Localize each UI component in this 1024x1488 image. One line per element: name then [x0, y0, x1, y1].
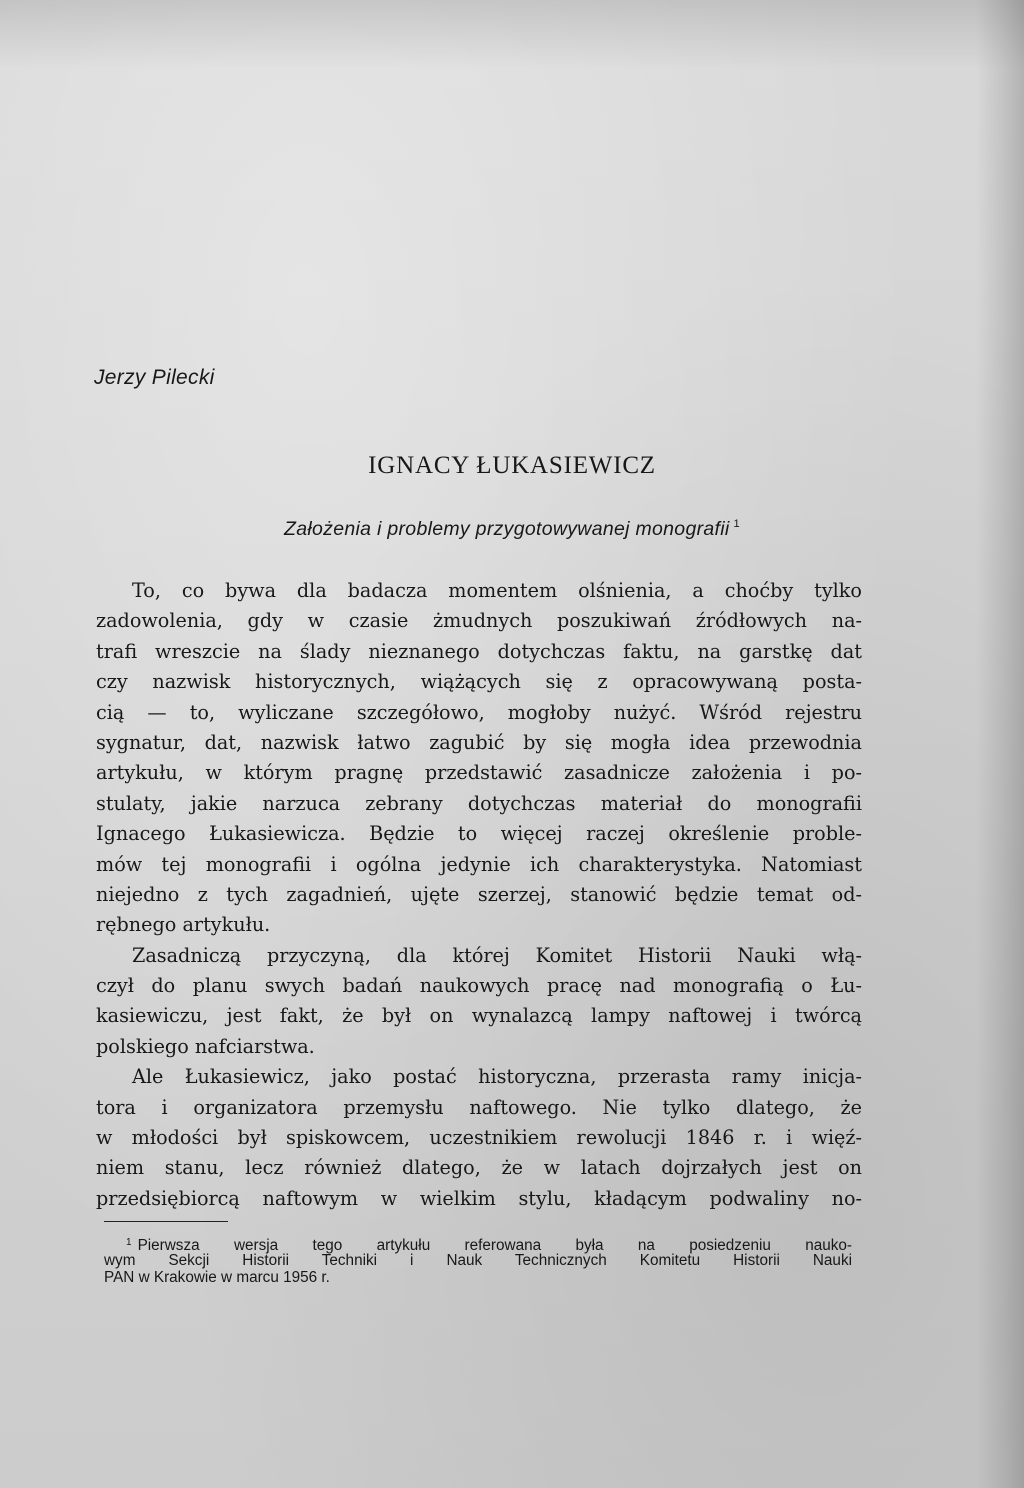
footnote	[104, 1234, 852, 1287]
text-line: Ignacego Łukasiewicza. Będzie to więcej raczej określenie proble-	[96, 822, 862, 846]
scan-shadow-right	[976, 0, 1024, 1488]
subtitle-text: Założenia i problemy przygotowywanej monografii	[284, 518, 730, 540]
text-line: czył do planu swych badań naukowych pracę nad monografią o Łu-	[96, 974, 862, 998]
footnote-line: wym Sekcji Historii Techniki i Nauk Technicznych Komitetu Historii Nauki	[104, 1251, 852, 1269]
text-line: rębnego artykułu.	[96, 913, 271, 937]
footnote-line: PAN w Krakowie w marcu 1956 r.	[104, 1269, 330, 1286]
article-title: IGNACY ŁUKASIEWICZ	[368, 452, 656, 479]
text-line: niejedno z tych zagadnień, ujęte szerzej, stanowić będzie temat od-	[96, 882, 862, 906]
body-text	[96, 576, 862, 1214]
text-line: mów tej monografii i ogólna jedynie ich charakterystyka. Natomiast	[96, 852, 862, 876]
text-line: kasiewiczu, jest fakt, że był on wynalazcą lampy naftowej i twórcą	[96, 1004, 862, 1028]
text-line: przedsiębiorcą naftowym w wielkim stylu, kładącym podwaliny no-	[96, 1186, 862, 1210]
text-line: sygnatur, dat, nazwisk łatwo zagubić by się mogła idea przewodnia	[96, 730, 862, 754]
text-line: tora i organizatora przemysłu naftowego. Nie tylko dlatego, że	[96, 1095, 862, 1119]
text-line: niem stanu, lecz również dlatego, że w latach dojrzałych jest on	[96, 1156, 862, 1180]
text-line: stulaty, jakie narzuca zebrany dotychczas materiał do monografii	[96, 791, 862, 815]
footnote-line-text: Pierwsza wersja tego artykułu referowana była na posiedzeniu nauko-	[137, 1237, 852, 1254]
text-line: To, co bywa dla badacza momentem olśnienia, a choćby tylko	[132, 579, 862, 602]
text-line: cią — to, wyliczane szczegółowo, mogłoby nużyć. Wśród rejestru	[96, 700, 862, 724]
text-line: zadowolenia, gdy w czasie żmudnych poszukiwań źródłowych na-	[96, 609, 862, 633]
article-subtitle	[0, 518, 1024, 541]
scan-shadow-top	[0, 0, 1024, 70]
text-line: Zasadniczą przyczyną, dla której Komitet Historii Nauki włą-	[132, 943, 862, 967]
text-line: Ale Łukasiewicz, jako postać historyczna, przerasta ramy inicja-	[132, 1065, 862, 1089]
author-name: Jerzy Pilecki	[94, 366, 215, 389]
subtitle-footnote-ref: 1	[733, 518, 740, 530]
footnote-separator	[104, 1221, 228, 1222]
footnote-mark: 1	[126, 1237, 132, 1248]
text-line: polskiego nafciarstwa.	[96, 1034, 315, 1058]
text-line: czy nazwisk historycznych, wiążących się z opracowywaną posta-	[96, 670, 862, 694]
footnote-line	[104, 1234, 852, 1252]
text-line: artykułu, w którym pragnę przedstawić zasadnicze założenia i po-	[96, 761, 862, 785]
text-line: trafi wreszcie na ślady nieznanego dotychczas faktu, na garstkę dat	[96, 639, 862, 663]
text-line: w młodości był spiskowcem, uczestnikiem rewolucji 1846 r. i więź-	[96, 1126, 862, 1150]
